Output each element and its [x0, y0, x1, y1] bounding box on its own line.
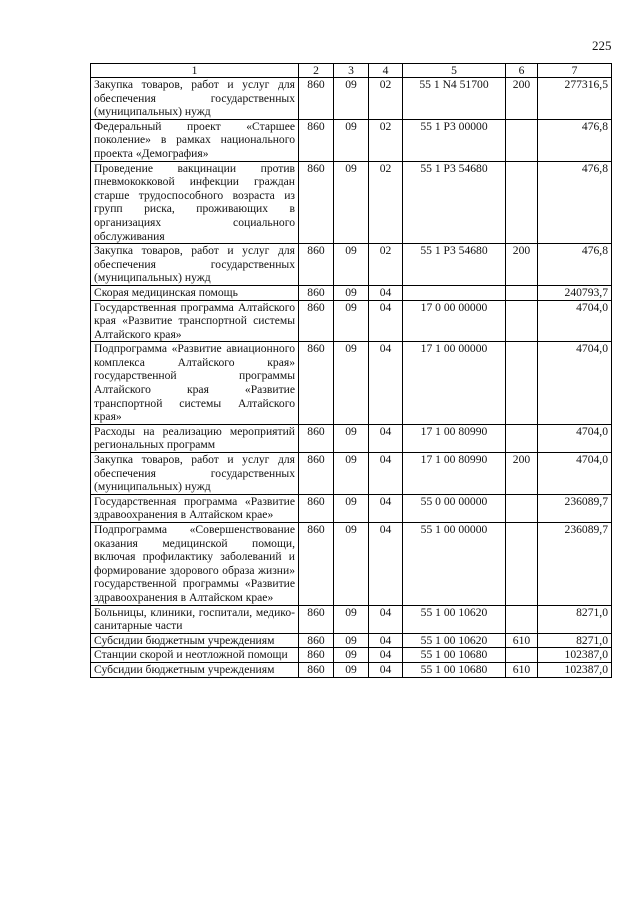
subsection-code: 02	[369, 119, 403, 161]
ministry-code: 860	[299, 244, 334, 286]
section-code: 09	[334, 161, 369, 244]
amount: 236089,7	[538, 494, 612, 522]
amount: 277316,5	[538, 78, 612, 120]
target-article-code: 55 1 00 10620	[403, 605, 506, 633]
section-code: 09	[334, 453, 369, 495]
column-header-1: 1	[91, 64, 299, 78]
page-number: 225	[592, 38, 612, 53]
table-row	[91, 605, 612, 633]
section-code: 09	[334, 119, 369, 161]
amount: 102387,0	[538, 662, 612, 677]
expense-name: Государственная программа Алтайского края «Развитие транспортной системы Алтайского края»	[91, 300, 299, 342]
target-article-code: 55 1 N4 51700	[403, 78, 506, 120]
ministry-code: 860	[299, 605, 334, 633]
ministry-code: 860	[299, 161, 334, 244]
ministry-code: 860	[299, 424, 334, 452]
table-row	[91, 285, 612, 300]
column-header-2: 2	[299, 64, 334, 78]
expense-type-code: 610	[506, 633, 538, 648]
expense-name: Скорая медицинская помощь	[91, 285, 299, 300]
section-code: 09	[334, 285, 369, 300]
subsection-code: 02	[369, 244, 403, 286]
section-code: 09	[334, 300, 369, 342]
ministry-code: 860	[299, 523, 334, 606]
expense-type-code: 200	[506, 78, 538, 120]
table-row	[91, 78, 612, 120]
subsection-code: 04	[369, 662, 403, 677]
section-code: 09	[334, 648, 369, 663]
table-row	[91, 523, 612, 606]
ministry-code: 860	[299, 300, 334, 342]
table-row	[91, 244, 612, 286]
expense-type-code: 200	[506, 453, 538, 495]
ministry-code: 860	[299, 342, 334, 425]
amount: 4704,0	[538, 342, 612, 425]
target-article-code: 55 1 P3 00000	[403, 119, 506, 161]
section-code: 09	[334, 244, 369, 286]
amount: 236089,7	[538, 523, 612, 606]
expense-name: Субсидии бюджетным учреждениям	[91, 662, 299, 677]
table-row	[91, 161, 612, 244]
target-article-code: 55 1 00 10680	[403, 648, 506, 663]
ministry-code: 860	[299, 633, 334, 648]
amount: 476,8	[538, 119, 612, 161]
expense-type-code	[506, 523, 538, 606]
target-article-code: 17 1 00 80990	[403, 453, 506, 495]
amount: 4704,0	[538, 453, 612, 495]
budget-table	[90, 63, 612, 678]
ministry-code: 860	[299, 648, 334, 663]
expense-name: Закупка товаров, работ и услуг для обеспечения государственных (муниципальных) нужд	[91, 78, 299, 120]
subsection-code: 04	[369, 453, 403, 495]
expense-name: Проведение вакцинации против пневмококковой инфекции граждан старше трудоспособного возраста из групп риска, проживающих в организациях социального обслуживания	[91, 161, 299, 244]
section-code: 09	[334, 78, 369, 120]
amount: 8271,0	[538, 633, 612, 648]
expense-type-code	[506, 342, 538, 425]
table-row	[91, 119, 612, 161]
subsection-code: 04	[369, 342, 403, 425]
subsection-code: 02	[369, 161, 403, 244]
table-row	[91, 342, 612, 425]
ministry-code: 860	[299, 662, 334, 677]
subsection-code: 02	[369, 78, 403, 120]
table-row	[91, 633, 612, 648]
section-code: 09	[334, 633, 369, 648]
column-header-7: 7	[538, 64, 612, 78]
table-row	[91, 494, 612, 522]
target-article-code	[403, 285, 506, 300]
amount: 8271,0	[538, 605, 612, 633]
expense-type-code: 610	[506, 662, 538, 677]
target-article-code: 55 1 P3 54680	[403, 161, 506, 244]
expense-name: Станции скорой и неотложной помощи	[91, 648, 299, 663]
table-row	[91, 300, 612, 342]
target-article-code: 17 1 00 80990	[403, 424, 506, 452]
subsection-code: 04	[369, 300, 403, 342]
expense-type-code	[506, 494, 538, 522]
ministry-code: 860	[299, 494, 334, 522]
target-article-code: 55 0 00 00000	[403, 494, 506, 522]
column-header-6: 6	[506, 64, 538, 78]
table-row	[91, 648, 612, 663]
expense-type-code	[506, 119, 538, 161]
amount: 240793,7	[538, 285, 612, 300]
section-code: 09	[334, 424, 369, 452]
target-article-code: 17 1 00 00000	[403, 342, 506, 425]
section-code: 09	[334, 605, 369, 633]
table-row	[91, 453, 612, 495]
section-code: 09	[334, 662, 369, 677]
expense-type-code	[506, 161, 538, 244]
ministry-code: 860	[299, 453, 334, 495]
target-article-code: 55 1 00 10620	[403, 633, 506, 648]
expense-name: Подпрограмма «Совершенствование оказания медицинской помощи, включая профилактику заболеваний и формирование здорового образа жизни» государственной программы «Развитие здравоохранения в Алтайском крае»	[91, 523, 299, 606]
expense-type-code	[506, 300, 538, 342]
expense-name: Подпрограмма «Развитие авиационного комплекса Алтайского края» государственной программы Алтайского края «Развитие транспортной системы Алтайского края»	[91, 342, 299, 425]
expense-name: Субсидии бюджетным учреждениям	[91, 633, 299, 648]
ministry-code: 860	[299, 119, 334, 161]
expense-name: Государственная программа «Развитие здравоохранения в Алтайском крае»	[91, 494, 299, 522]
target-article-code: 55 1 00 00000	[403, 523, 506, 606]
section-code: 09	[334, 342, 369, 425]
target-article-code: 17 0 00 00000	[403, 300, 506, 342]
subsection-code: 04	[369, 523, 403, 606]
subsection-code: 04	[369, 285, 403, 300]
expense-name: Закупка товаров, работ и услуг для обеспечения государственных (муниципальных) нужд	[91, 453, 299, 495]
expense-name: Расходы на реализацию мероприятий региональных программ	[91, 424, 299, 452]
subsection-code: 04	[369, 424, 403, 452]
ministry-code: 860	[299, 285, 334, 300]
expense-type-code: 200	[506, 244, 538, 286]
column-header-4: 4	[369, 64, 403, 78]
amount: 4704,0	[538, 300, 612, 342]
subsection-code: 04	[369, 633, 403, 648]
ministry-code: 860	[299, 78, 334, 120]
expense-name: Федеральный проект «Старшее поколение» в рамках национального проекта «Демография»	[91, 119, 299, 161]
table-row	[91, 662, 612, 677]
amount: 476,8	[538, 161, 612, 244]
target-article-code: 55 1 00 10680	[403, 662, 506, 677]
amount: 4704,0	[538, 424, 612, 452]
expense-type-code	[506, 605, 538, 633]
amount: 476,8	[538, 244, 612, 286]
target-article-code: 55 1 P3 54680	[403, 244, 506, 286]
subsection-code: 04	[369, 605, 403, 633]
column-header-3: 3	[334, 64, 369, 78]
expense-type-code	[506, 648, 538, 663]
table-row	[91, 424, 612, 452]
amount: 102387,0	[538, 648, 612, 663]
expense-type-code	[506, 285, 538, 300]
expense-name: Закупка товаров, работ и услуг для обеспечения государственных (муниципальных) нужд	[91, 244, 299, 286]
subsection-code: 04	[369, 648, 403, 663]
subsection-code: 04	[369, 494, 403, 522]
expense-type-code	[506, 424, 538, 452]
column-header-5: 5	[403, 64, 506, 78]
expense-name: Больницы, клиники, госпитали, медико-санитарные части	[91, 605, 299, 633]
section-code: 09	[334, 494, 369, 522]
section-code: 09	[334, 523, 369, 606]
header-row	[91, 64, 612, 78]
